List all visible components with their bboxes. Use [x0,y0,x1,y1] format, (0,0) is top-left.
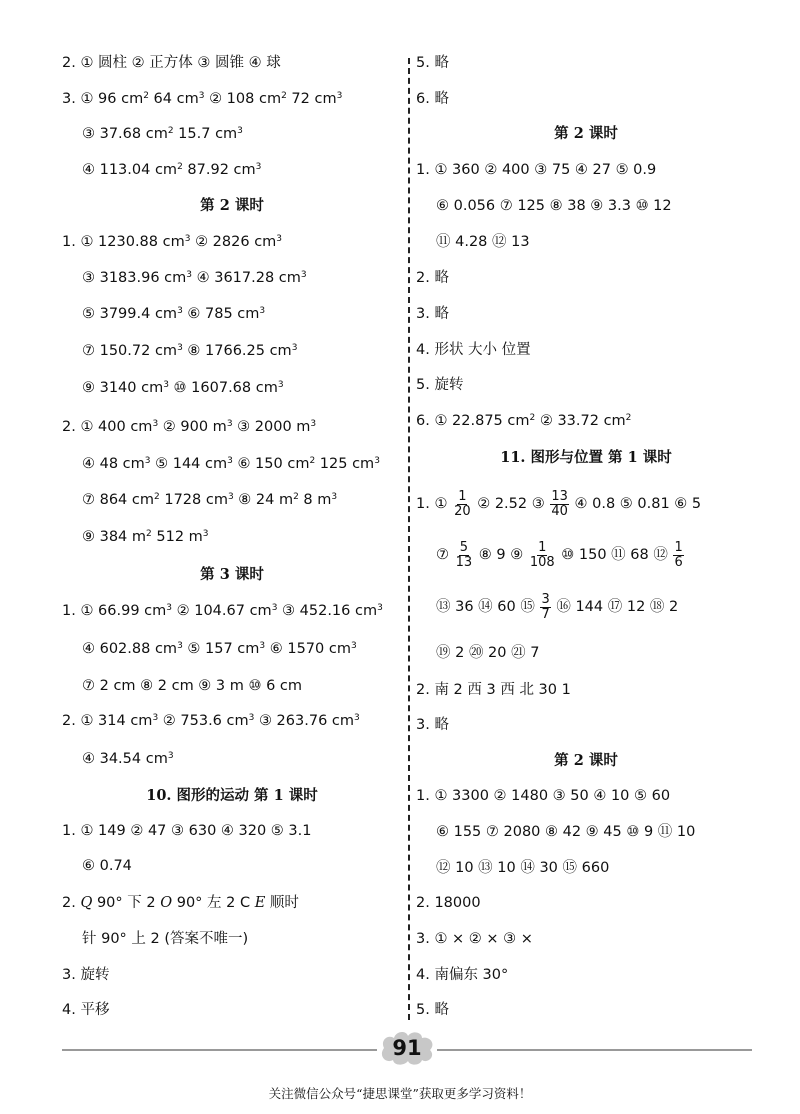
answer-line: 1. ① 1230.88 $cm^3$ ② 2826 $cm^3$ [62,234,283,250]
answer-line: ③ 37.68 $cm^2$ 15.7 $cm^3$ [82,126,243,142]
answer-line: 3. 旋转 [62,967,110,983]
answer-line: 4. 平移 [62,1002,110,1018]
answer-line: 5. 旋转 [416,377,464,393]
answer-line: ⑥ 0.056 ⑦ 125 ⑧ 38 ⑨ 3.3 ⑩ 12 [436,198,672,214]
answer-line: ⑤ 3799.4 $cm^3$ ⑥ 785 $cm^3$ [82,306,266,322]
fraction: $\frac{1}{20}$ [454,488,471,519]
section-heading: 第 2 课时 [200,197,264,214]
footer-rule [62,1049,377,1051]
answer-line: ⑨ 384 $m^2$ 512 $m^3$ [82,529,209,545]
section-heading: 第 2 课时 [554,125,618,142]
answer-line: 2. Q 90° 下 2 O 90° 左 2 C E 顺时 [62,895,299,911]
answer-line: 1. ① $\frac{1}{20}$ ② 2.52 ③ $\frac{13}{40}$ ④ 0.8 ⑤ 0.81 ⑥ 5 [416,488,702,519]
answer-line: 2. 18000 [416,895,481,911]
answer-line: ④ 34.54 $cm^3$ [82,751,174,767]
answer-line: 1. ① 3300 ② 1480 ③ 50 ④ 10 ⑤ 60 [416,788,671,804]
footer-rule [437,1049,752,1051]
fraction: $\frac{3}{7}$ [541,591,550,622]
answer-line: ⑥ 155 ⑦ 2080 ⑧ 42 ⑨ 45 ⑩ 9 ⑪ 10 [436,824,696,840]
column-divider [408,58,410,1020]
answer-line: ⑨ 3140 $cm^3$ ⑩ 1607.68 $cm^3$ [82,380,284,396]
answer-line: ⑲ 2 ⑳ 20 ㉑ 7 [436,645,540,661]
answer-line: ⑦ $\frac{5}{13}$ ⑧ 9 ⑨ $\frac{1}{108}$ ⑩ 150 ⑪ 68 ⑫ $\frac{1}{6}$ [436,539,683,570]
answer-line: 1. ① 149 ② 47 ③ 630 ④ 320 ⑤ 3.1 [62,823,312,839]
answer-line: ⑦ 864 $cm^2$ 1728 $cm^3$ ⑧ 24 $m^2$ 8 $m^3$ [82,492,338,508]
answer-line: ⑫ 10 ⑬ 10 ⑭ 30 ⑮ 660 [436,860,610,876]
answer-line: 5. 略 [416,1002,449,1018]
answer-line: 6. ① 22.875 $cm^2$ ② 33.72 $cm^2$ [416,413,632,429]
answer-line: 2. 南 2 西 3 西 北 30 1 [416,682,571,698]
answer-line: ⑦ 150.72 $cm^3$ ⑧ 1766.25 $cm^3$ [82,343,298,359]
answer-line: 2. ① 314 $cm^3$ ② 753.6 $cm^3$ ③ 263.76 $cm^3$ [62,713,360,729]
answer-line: 6. 略 [416,91,449,107]
fraction: $\frac{1}{6}$ [674,539,683,570]
section-heading: 第 3 课时 [200,566,264,583]
answer-line: ④ 113.04 $cm^2$ 87.92 $cm^3$ [82,162,262,178]
answer-line: 5. 略 [416,55,449,71]
answer-line: 2. 略 [416,270,449,286]
answer-line: 2. ① 圆柱 ② 正方体 ③ 圆锥 ④ 球 [62,55,281,71]
answer-line: ⑬ 36 ⑭ 60 ⑮ $\frac{3}{7}$ ⑯ 144 ⑰ 12 ⑱ 2 [436,591,679,622]
answer-line: ④ 48 $cm^3$ ⑤ 144 $cm^3$ ⑥ 150 $cm^2$ 125 $cm^3$ [82,456,380,472]
fraction: $\frac{1}{108}$ [529,539,555,570]
answer-line: 2. ① 400 $cm^3$ ② 900 $m^3$ ③ 2000 $m^3$ [62,419,317,435]
fraction: $\frac{13}{40}$ [551,488,568,519]
answer-line: ⑦ 2 cm ⑧ 2 cm ⑨ 3 m ⑩ 6 cm [82,678,303,694]
footer-note: 关注微信公众号“捷思课堂”获取更多学习资料！ [268,1086,532,1101]
section-heading: 第 2 课时 [554,752,618,769]
answer-line: 3. 略 [416,306,449,322]
section-heading: 10. 图形的运动 第 1 课时 [146,787,318,804]
answer-line: 1. ① 360 ② 400 ③ 75 ④ 27 ⑤ 0.9 [416,162,657,178]
answer-line: 3. ① × ② × ③ × [416,931,533,947]
answer-line: ③ 3183.96 $cm^3$ ④ 3617.28 $cm^3$ [82,270,307,286]
section-heading: 11. 图形与位置 第 1 课时 [500,449,672,466]
answer-line: 3. ① 96 $cm^2$ 64 $cm^3$ ② 108 $cm^2$ 72 $cm^3$ [62,91,343,107]
answer-line: ⑥ 0.74 [82,858,132,874]
page-number: 91 [392,1036,422,1060]
answer-line: 4. 南偏东 30° [416,967,509,983]
answer-line: ⑪ 4.28 ⑫ 13 [436,234,530,250]
answer-line: 4. 形状 大小 位置 [416,342,531,358]
fraction: $\frac{5}{13}$ [455,539,473,570]
answer-line: 针 90° 上 2 (答案不唯一) [82,931,249,947]
answer-line: ④ 602.88 $cm^3$ ⑤ 157 $cm^3$ ⑥ 1570 $cm^3$ [82,641,357,657]
answer-line: 1. ① 66.99 $cm^3$ ② 104.67 $cm^3$ ③ 452.16 $cm^3$ [62,603,383,619]
answer-line: 3. 略 [416,717,449,733]
